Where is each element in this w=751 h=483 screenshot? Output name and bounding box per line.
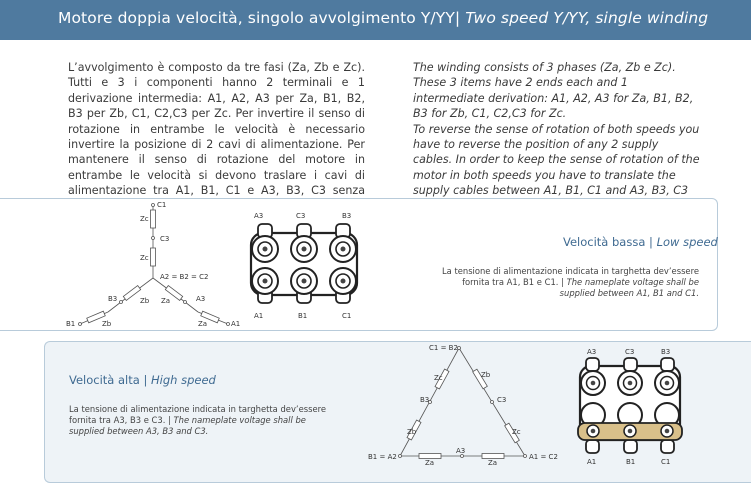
high-terminal-label-a1: A1: [587, 458, 597, 466]
high-speed-title: [69, 373, 216, 387]
star-label-zc-bottom: Zc: [140, 254, 149, 262]
star-label-a3: A3: [196, 295, 206, 303]
delta-label-za-right: Za: [488, 459, 498, 467]
star-label-center: A2 = B2 = C2: [160, 273, 209, 281]
low-speed-title-english: Low speed: [656, 235, 718, 249]
title-english: Two speed Y/YY, single winding: [460, 9, 709, 27]
delta-label-top: C1 = B2: [429, 344, 458, 352]
high-speed-note: [69, 404, 341, 438]
delta-label-zc-left: Zc: [434, 374, 443, 382]
delta-label-a3: A3: [456, 447, 466, 455]
delta-label-zb-right: Zb: [481, 371, 491, 379]
high-speed-note-english: The nameplate voltage shall be supplied between A3, B3 and C3.: [69, 415, 306, 437]
delta-label-bottom-left: B1 = A2: [368, 453, 397, 461]
low-speed-title: [563, 235, 718, 249]
star-label-zb-end: Zb: [102, 320, 112, 328]
delta-label-zc-right: Zc: [512, 428, 521, 436]
high-terminal-label-c1: C1: [661, 458, 671, 466]
intro-english-text-1: The winding consists of 3 phases (Za, Zb e Zc). These 3 items have 2 ends each and 1 intermediate derivation: A1, A2, A3 for Za, B1, B2, B3 for Zb, C1, C2,C3 for Zc.: [413, 61, 694, 121]
star-connection-diagram: [60, 195, 250, 330]
low-terminal-label-a1: A1: [254, 312, 264, 320]
header-bar: [0, 0, 751, 40]
page-title: [58, 9, 708, 27]
star-label-c3: C3: [160, 235, 170, 243]
low-speed-note-english: The nameplate voltage shall be supplied between A1, B1 and C1.: [559, 277, 699, 299]
high-speed-title-english: High speed: [151, 373, 216, 387]
delta-label-b3: B3: [420, 396, 430, 404]
intro-english: [413, 60, 701, 214]
low-terminal-label-b1: B1: [298, 312, 308, 320]
star-label-c1: C1: [157, 201, 167, 209]
star-label-zc-top: Zc: [140, 215, 149, 223]
high-speed-note-italian: La tensione di alimentazione indicata in targhetta dev’essere fornita tra A3, B3 e C3. |: [69, 404, 327, 426]
high-speed-terminal-board: [575, 343, 685, 468]
low-speed-note: [433, 266, 699, 300]
star-label-za-mid: Za: [161, 297, 171, 305]
low-terminal-label-a3: A3: [254, 212, 264, 220]
low-speed-title-italian: Velocità bassa |: [563, 235, 657, 249]
intro-english-text-2: To reverse the sense of rotation of both speeds you have to reverse the position of any 2 supply cables. In order to keep the sense of rotation of the motor in both speeds you have to translate the supply cables between A1, B1, C1 and A3, B3, C3: [413, 122, 700, 198]
title-italian: Motore doppia velocità, singolo avvolgimento Y/YY|: [58, 9, 461, 27]
delta-connection-diagram: [360, 340, 570, 468]
low-speed-terminal-board: [245, 203, 365, 321]
intro-italian: [68, 60, 365, 214]
star-label-b1: B1: [66, 320, 76, 328]
delta-label-za-left: Za: [425, 459, 435, 467]
low-terminal-label-c1: C1: [342, 312, 352, 320]
delta-label-c3: C3: [497, 396, 507, 404]
high-terminal-label-b1: B1: [626, 458, 636, 466]
low-terminal-label-b3: B3: [342, 212, 352, 220]
high-terminal-label-a3: A3: [587, 348, 597, 356]
low-terminal-label-c3: C3: [296, 212, 306, 220]
star-label-a1: A1: [231, 320, 241, 328]
high-terminal-label-c3: C3: [625, 348, 635, 356]
star-label-za-end: Za: [198, 320, 208, 328]
delta-label-zb-left: Zb: [407, 428, 417, 436]
high-speed-title-italian: Velocità alta |: [69, 373, 151, 387]
high-terminal-label-b3: B3: [661, 348, 671, 356]
star-label-b3: B3: [108, 295, 118, 303]
delta-label-bottom-right: A1 = C2: [529, 453, 558, 461]
intro-italian-text: L’avvolgimento è composto da tre fasi (Za, Zb e Zc). Tutti e 3 i componenti hanno 2 terminali e 1 derivazione intermedia: A1, A2, A3 per Za, B1, B2, B3 per Zb, C1, C2,C3 per Zc. Per invertire il senso di rotazione in entrambe le velocità è necessario invertire la posizione di 2 cavi di alimentazione. Per mantenere il senso di rotazione del motore in entrambe le velocità si devono traslare i cavi di alimentazione tra A1, B1, C1 e A3, B3, C3 senza: [68, 61, 365, 198]
star-label-zb-mid: Zb: [140, 297, 150, 305]
low-speed-note-italian: La tensione di alimentazione indicata in targhetta dev’essere fornita tra A1, B1 e C1. |: [441, 266, 699, 288]
